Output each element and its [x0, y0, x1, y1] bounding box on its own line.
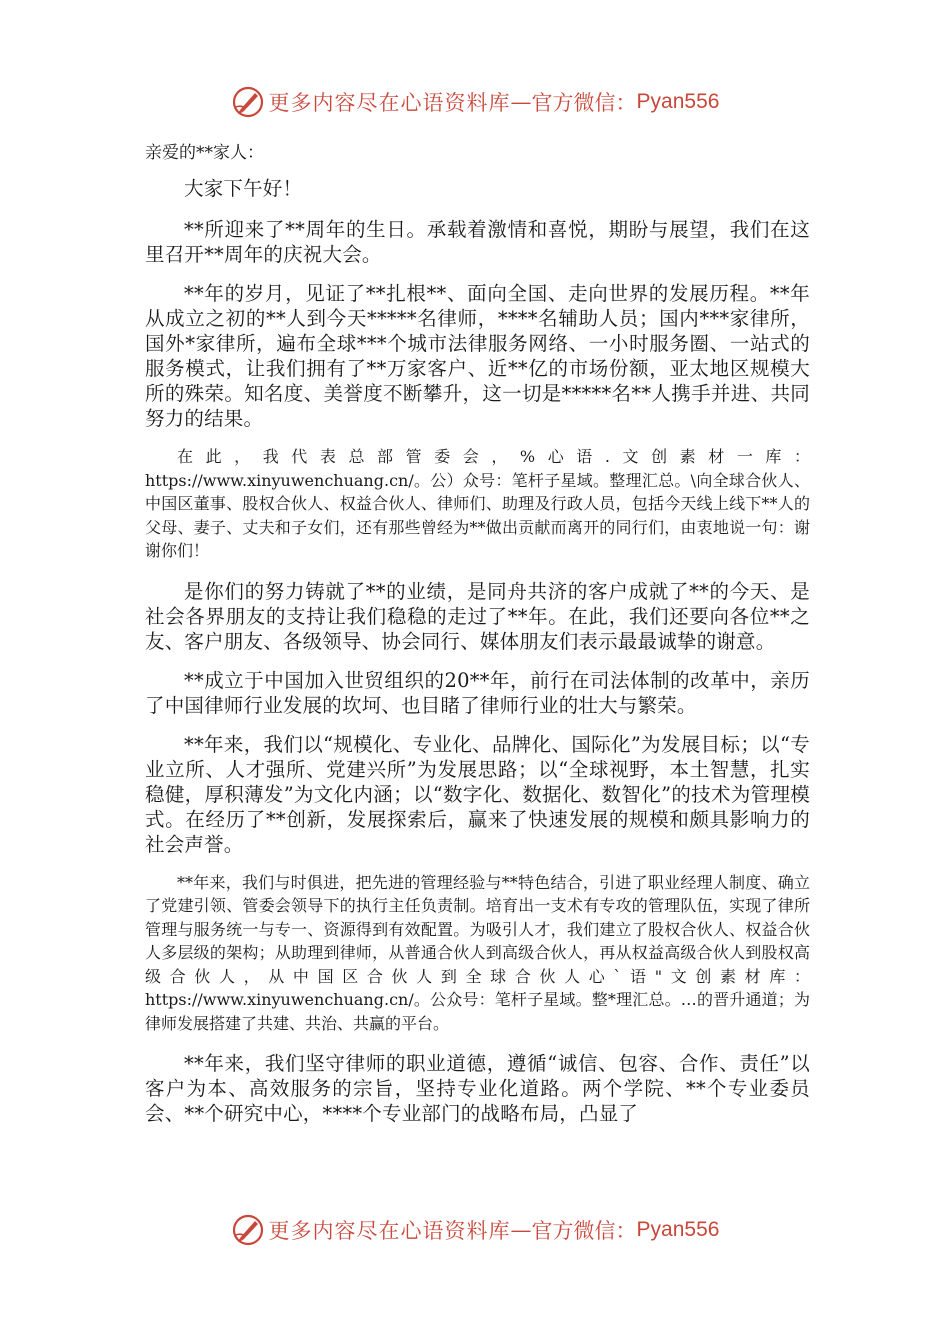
paragraph-greeting: 大家下午好！ — [184, 177, 303, 200]
paragraph: 是你们的努力铸就了**的业绩，是同舟共济的客户成就了**的今天、是社会各界朋友的支持让我们稳稳的走过了**年。在此，我们还要向各位**之友、客户朋友、各级领导、协会同行、媒体朋友们表示最最诚挚的谢意。 — [145, 579, 810, 653]
banner-separator: — — [510, 1218, 532, 1242]
banner-separator: — — [510, 90, 532, 114]
paragraph: **年来，我们与时俱进，把先进的管理经验与**特色结合，引进了职业经理人制度、确立了党建引领、管委会领导下的执行主任负责制。培育出一支术有专攻的管理队伍，实现了律所管理与服务统一与专一、资源得到有效配置。为吸引人才，我们建立了股权合伙人、权益合伙人多层级的架构；从助理到律师，从普通合伙人到高级合伙人，再从权益高级合伙人到股权高级合伙人，从中国区合伙人到全球合伙人心`语"文创素材库：https://www.xinyuwenchuang.cn/。公众号：笔杆子星域。整*理汇总。…的晋升通道；为律师发展搭建了共建、共治、共赢的平台。 — [145, 872, 810, 1033]
paragraph: **所迎来了**周年的生日。承载着激情和喜悦，期盼与展望，我们在这里召开**周年的庆祝大会。 — [145, 218, 810, 266]
paragraph: 在此，我代表总部管委会，%心语.文创素材一库：https://www.xinyuwenchuang.cn/。公）众号：笔杆子星域。整理汇总。\向全球合伙人、中国区董事、股权合伙人、权益合伙人、律师们、助理及行政人员，包括今天线上线下**人的父母、妻子、丈夫和子女们，还有那些曾经为**做出贡献而离开的同行们，由衷地说一句：谢谢你们！ — [145, 447, 810, 560]
pen-logo-icon — [231, 1213, 265, 1247]
banner-wechat-label: 官方微信： — [531, 1219, 637, 1243]
pen-logo-icon — [231, 85, 265, 119]
paragraph: **年来，我们坚守律师的职业道德，遵循“诚信、包容、合作、责任”以客户为本、高效服务的宗旨，坚持专业化道路。两个学院、**个专业委员会、**个研究中心，****个专业部门的战略布局，凸显了 — [145, 1052, 810, 1125]
header-banner — [0, 82, 950, 122]
paragraph: **年的岁月，见证了**扎根**、面向全国、走向世界的发展历程。**年从成立之初的**人到今天*****名律师，****名辅助人员；国内***家律所，国外*家律所，遍布全球***个城市法律服务网络、一小时服务圈、一站式的服务模式，让我们拥有了**万家客户、近**亿的市场份额，亚太地区规模大所的殊荣。知名度、美誉度不断攀升，这一切是*****名**人携手并进、共同努力的结果。 — [145, 282, 810, 430]
banner-wechat-label: 官方微信： — [531, 91, 637, 115]
banner-brand-text: 更多内容尽在心语资料库 — [268, 91, 511, 115]
banner-wechat-id: Pyan556 — [636, 90, 720, 113]
document-body — [145, 140, 810, 1140]
salutation: 亲爱的**家人： — [145, 143, 264, 163]
banner-brand-text: 更多内容尽在心语资料库 — [268, 1219, 511, 1243]
banner-wechat-id: Pyan556 — [636, 1218, 720, 1241]
footer-banner — [0, 1210, 950, 1250]
paragraph: **成立于中国加入世贸组织的20**年，前行在司法体制的改革中，亲历了中国律师行业发展的坎坷、也目睹了律师行业的壮大与繁荣。 — [145, 668, 810, 717]
paragraph: **年来，我们以“规模化、专业化、品牌化、国际化”为发展目标；以“专业立所、人才强所、党建兴所”为发展思路；以“全球视野，本土智慧，扎实稳健，厚积薄发”为文化内涵；以“数字化、数据化、数智化”的技术为管理模式。在经历了**创新，发展探索后，赢来了快速发展的规模和颇具影响力的社会声誉。 — [145, 732, 810, 856]
